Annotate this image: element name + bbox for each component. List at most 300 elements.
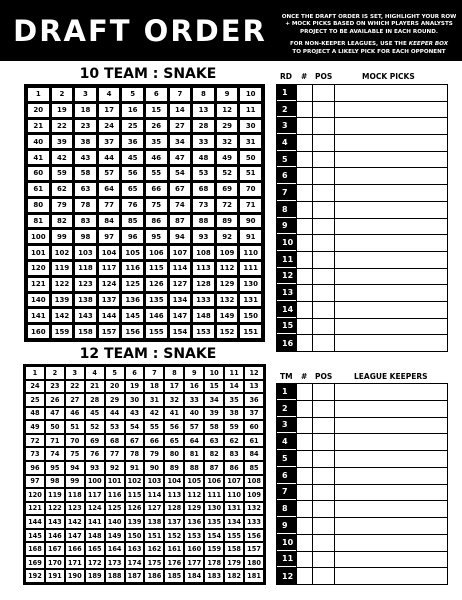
mock-pick-number-cell[interactable]: [296, 202, 312, 218]
snake10-pick-cell[interactable]: 31: [240, 135, 261, 148]
snake12-pick-cell[interactable]: 103: [145, 476, 163, 488]
snake10-pick-cell[interactable]: 134: [170, 294, 191, 307]
snake10-pick-cell[interactable]: 141: [28, 309, 49, 322]
mock-name-cell[interactable]: [334, 152, 447, 168]
snake10-pick-cell[interactable]: 155: [146, 325, 167, 338]
snake12-pick-cell[interactable]: 54: [126, 421, 144, 433]
snake12-pick-cell[interactable]: 3: [66, 367, 84, 379]
snake12-pick-cell[interactable]: 164: [106, 543, 124, 555]
snake10-pick-cell[interactable]: 33: [193, 135, 214, 148]
snake12-pick-cell[interactable]: 37: [245, 408, 263, 420]
snake12-pick-cell[interactable]: 22: [66, 381, 84, 393]
snake10-pick-cell[interactable]: 4: [99, 88, 120, 101]
snake12-pick-cell[interactable]: 149: [106, 530, 124, 542]
snake12-pick-cell[interactable]: 137: [165, 516, 183, 528]
mock-pick-number-cell[interactable]: [296, 302, 312, 318]
snake10-pick-cell[interactable]: 132: [217, 294, 238, 307]
mock-name-cell[interactable]: [334, 319, 447, 335]
snake10-pick-cell[interactable]: 66: [146, 183, 167, 196]
snake12-pick-cell[interactable]: 64: [185, 435, 203, 447]
snake12-pick-cell[interactable]: 32: [165, 394, 183, 406]
mock-position-cell[interactable]: [312, 235, 334, 251]
snake10-pick-cell[interactable]: 16: [122, 104, 143, 117]
mock-name-cell[interactable]: [334, 85, 447, 101]
snake12-pick-cell[interactable]: 45: [86, 408, 104, 420]
keeper-position-cell[interactable]: [312, 485, 334, 501]
snake10-pick-cell[interactable]: 44: [99, 151, 120, 164]
mock-pick-number-cell[interactable]: [296, 269, 312, 285]
snake12-pick-cell[interactable]: 71: [46, 435, 64, 447]
snake12-pick-cell[interactable]: 100: [86, 476, 104, 488]
snake12-pick-cell[interactable]: 173: [106, 557, 124, 569]
snake12-pick-cell[interactable]: 184: [185, 570, 203, 582]
snake12-pick-cell[interactable]: 20: [106, 381, 124, 393]
snake10-pick-cell[interactable]: 60: [28, 167, 49, 180]
snake12-pick-cell[interactable]: 6: [126, 367, 144, 379]
snake12-pick-cell[interactable]: 181: [245, 570, 263, 582]
keeper-name-cell[interactable]: [334, 518, 447, 534]
snake12-pick-cell[interactable]: 109: [245, 489, 263, 501]
snake12-pick-cell[interactable]: 187: [126, 570, 144, 582]
snake10-pick-cell[interactable]: 53: [193, 167, 214, 180]
snake12-pick-cell[interactable]: 53: [106, 421, 124, 433]
snake12-pick-cell[interactable]: 145: [26, 530, 44, 542]
snake12-pick-cell[interactable]: 74: [46, 448, 64, 460]
mock-position-cell[interactable]: [312, 202, 334, 218]
snake10-pick-cell[interactable]: 55: [146, 167, 167, 180]
mock-pick-number-cell[interactable]: [296, 219, 312, 235]
snake10-pick-cell[interactable]: 70: [240, 183, 261, 196]
snake12-pick-cell[interactable]: 174: [126, 557, 144, 569]
snake12-pick-cell[interactable]: 16: [185, 381, 203, 393]
snake12-pick-cell[interactable]: 62: [225, 435, 243, 447]
snake12-pick-cell[interactable]: 112: [185, 489, 203, 501]
snake12-pick-cell[interactable]: 42: [145, 408, 163, 420]
snake12-pick-cell[interactable]: 113: [165, 489, 183, 501]
snake10-pick-cell[interactable]: 143: [75, 309, 96, 322]
snake10-pick-cell[interactable]: 130: [240, 278, 261, 291]
snake10-pick-cell[interactable]: 123: [75, 278, 96, 291]
snake10-pick-cell[interactable]: 139: [52, 294, 73, 307]
snake10-pick-cell[interactable]: 15: [146, 104, 167, 117]
snake10-pick-cell[interactable]: 137: [99, 294, 120, 307]
snake10-pick-cell[interactable]: 30: [240, 120, 261, 133]
snake12-pick-cell[interactable]: 180: [245, 557, 263, 569]
mock-pick-number-cell[interactable]: [296, 135, 312, 151]
snake12-pick-cell[interactable]: 132: [245, 503, 263, 515]
snake10-pick-cell[interactable]: 36: [122, 135, 143, 148]
snake12-pick-cell[interactable]: 85: [245, 462, 263, 474]
snake12-pick-cell[interactable]: 151: [145, 530, 163, 542]
snake12-pick-cell[interactable]: 31: [145, 394, 163, 406]
snake12-pick-cell[interactable]: 178: [205, 557, 223, 569]
snake10-pick-cell[interactable]: 93: [193, 230, 214, 243]
keeper-name-cell[interactable]: [334, 568, 447, 584]
snake10-pick-cell[interactable]: 42: [52, 151, 73, 164]
mock-name-cell[interactable]: [334, 269, 447, 285]
snake12-pick-cell[interactable]: 104: [165, 476, 183, 488]
snake10-pick-cell[interactable]: 29: [217, 120, 238, 133]
snake10-pick-cell[interactable]: 1: [28, 88, 49, 101]
snake12-pick-cell[interactable]: 111: [205, 489, 223, 501]
keeper-pick-number-cell[interactable]: [296, 501, 312, 517]
snake10-pick-cell[interactable]: 17: [99, 104, 120, 117]
keeper-pick-number-cell[interactable]: [296, 384, 312, 400]
snake12-pick-cell[interactable]: 183: [205, 570, 223, 582]
snake10-pick-cell[interactable]: 158: [75, 325, 96, 338]
keeper-pick-number-cell[interactable]: [296, 401, 312, 417]
mock-position-cell[interactable]: [312, 319, 334, 335]
snake10-pick-cell[interactable]: 41: [28, 151, 49, 164]
snake10-pick-cell[interactable]: 121: [28, 278, 49, 291]
snake10-pick-cell[interactable]: 107: [170, 246, 191, 259]
snake12-pick-cell[interactable]: 78: [126, 448, 144, 460]
snake12-pick-cell[interactable]: 43: [126, 408, 144, 420]
snake10-pick-cell[interactable]: 32: [217, 135, 238, 148]
snake10-pick-cell[interactable]: 136: [122, 294, 143, 307]
mock-name-cell[interactable]: [334, 202, 447, 218]
snake12-pick-cell[interactable]: 24: [26, 381, 44, 393]
snake10-pick-cell[interactable]: 116: [122, 262, 143, 275]
mock-name-cell[interactable]: [334, 118, 447, 134]
snake10-pick-cell[interactable]: 37: [99, 135, 120, 148]
snake10-pick-cell[interactable]: 147: [170, 309, 191, 322]
snake12-pick-cell[interactable]: 90: [145, 462, 163, 474]
mock-position-cell[interactable]: [312, 168, 334, 184]
snake10-pick-cell[interactable]: 34: [170, 135, 191, 148]
keeper-name-cell[interactable]: [334, 451, 447, 467]
snake10-pick-cell[interactable]: 57: [99, 167, 120, 180]
mock-name-cell[interactable]: [334, 302, 447, 318]
snake12-pick-cell[interactable]: 39: [205, 408, 223, 420]
snake12-pick-cell[interactable]: 52: [86, 421, 104, 433]
snake12-pick-cell[interactable]: 101: [106, 476, 124, 488]
mock-pick-number-cell[interactable]: [296, 102, 312, 118]
snake10-pick-cell[interactable]: 79: [52, 199, 73, 212]
keeper-position-cell[interactable]: [312, 568, 334, 584]
keeper-position-cell[interactable]: [312, 418, 334, 434]
snake10-pick-cell[interactable]: 92: [217, 230, 238, 243]
snake10-pick-cell[interactable]: 74: [170, 199, 191, 212]
snake12-pick-cell[interactable]: 86: [225, 462, 243, 474]
snake12-pick-cell[interactable]: 21: [86, 381, 104, 393]
snake12-pick-cell[interactable]: 50: [46, 421, 64, 433]
snake12-pick-cell[interactable]: 161: [165, 543, 183, 555]
snake10-pick-cell[interactable]: 142: [52, 309, 73, 322]
snake12-pick-cell[interactable]: 66: [145, 435, 163, 447]
snake12-pick-cell[interactable]: 157: [245, 543, 263, 555]
snake12-pick-cell[interactable]: 156: [245, 530, 263, 542]
mock-pick-number-cell[interactable]: [296, 118, 312, 134]
snake10-pick-cell[interactable]: 146: [146, 309, 167, 322]
snake12-pick-cell[interactable]: 146: [46, 530, 64, 542]
snake12-pick-cell[interactable]: 107: [225, 476, 243, 488]
snake10-pick-cell[interactable]: 152: [217, 325, 238, 338]
mock-name-cell[interactable]: [334, 185, 447, 201]
snake10-pick-cell[interactable]: 72: [217, 199, 238, 212]
mock-position-cell[interactable]: [312, 302, 334, 318]
keeper-position-cell[interactable]: [312, 468, 334, 484]
snake12-pick-cell[interactable]: 65: [165, 435, 183, 447]
snake10-pick-cell[interactable]: 59: [52, 167, 73, 180]
snake12-pick-cell[interactable]: 171: [66, 557, 84, 569]
snake10-pick-cell[interactable]: 58: [75, 167, 96, 180]
snake10-pick-cell[interactable]: 108: [193, 246, 214, 259]
snake12-pick-cell[interactable]: 12: [245, 367, 263, 379]
snake12-pick-cell[interactable]: 172: [86, 557, 104, 569]
snake10-pick-cell[interactable]: 95: [146, 230, 167, 243]
snake10-pick-cell[interactable]: 112: [217, 262, 238, 275]
mock-position-cell[interactable]: [312, 269, 334, 285]
snake10-pick-cell[interactable]: 77: [99, 199, 120, 212]
snake12-pick-cell[interactable]: 129: [185, 503, 203, 515]
keeper-name-cell[interactable]: [334, 384, 447, 400]
snake12-pick-cell[interactable]: 131: [225, 503, 243, 515]
mock-name-cell[interactable]: [334, 285, 447, 301]
snake10-pick-cell[interactable]: 144: [99, 309, 120, 322]
snake12-pick-cell[interactable]: 143: [46, 516, 64, 528]
snake12-pick-cell[interactable]: 105: [185, 476, 203, 488]
snake10-pick-cell[interactable]: 47: [170, 151, 191, 164]
keeper-pick-number-cell[interactable]: [296, 451, 312, 467]
snake10-pick-cell[interactable]: 129: [217, 278, 238, 291]
snake10-pick-cell[interactable]: 133: [193, 294, 214, 307]
mock-position-cell[interactable]: [312, 118, 334, 134]
snake12-pick-cell[interactable]: 185: [165, 570, 183, 582]
snake10-pick-cell[interactable]: 7: [170, 88, 191, 101]
keeper-position-cell[interactable]: [312, 552, 334, 568]
snake10-pick-cell[interactable]: 61: [28, 183, 49, 196]
snake12-pick-cell[interactable]: 60: [245, 421, 263, 433]
snake12-pick-cell[interactable]: 76: [86, 448, 104, 460]
snake12-pick-cell[interactable]: 87: [205, 462, 223, 474]
keeper-name-cell[interactable]: [334, 401, 447, 417]
keeper-position-cell[interactable]: [312, 434, 334, 450]
snake12-pick-cell[interactable]: 153: [185, 530, 203, 542]
snake12-pick-cell[interactable]: 36: [245, 394, 263, 406]
keeper-name-cell[interactable]: [334, 552, 447, 568]
snake12-pick-cell[interactable]: 150: [126, 530, 144, 542]
keeper-name-cell[interactable]: [334, 468, 447, 484]
mock-name-cell[interactable]: [334, 235, 447, 251]
snake12-pick-cell[interactable]: 8: [165, 367, 183, 379]
snake12-pick-cell[interactable]: 2: [46, 367, 64, 379]
snake10-pick-cell[interactable]: 101: [28, 246, 49, 259]
snake12-pick-cell[interactable]: 99: [66, 476, 84, 488]
snake12-pick-cell[interactable]: 58: [205, 421, 223, 433]
keeper-pick-number-cell[interactable]: [296, 552, 312, 568]
snake10-pick-cell[interactable]: 76: [122, 199, 143, 212]
snake10-pick-cell[interactable]: 159: [52, 325, 73, 338]
snake10-pick-cell[interactable]: 71: [240, 199, 261, 212]
snake12-pick-cell[interactable]: 48: [26, 408, 44, 420]
mock-position-cell[interactable]: [312, 135, 334, 151]
snake12-pick-cell[interactable]: 117: [86, 489, 104, 501]
snake12-pick-cell[interactable]: 28: [86, 394, 104, 406]
snake10-pick-cell[interactable]: 98: [75, 230, 96, 243]
keeper-position-cell[interactable]: [312, 401, 334, 417]
snake12-pick-cell[interactable]: 138: [145, 516, 163, 528]
keeper-position-cell[interactable]: [312, 384, 334, 400]
snake10-pick-cell[interactable]: 105: [122, 246, 143, 259]
snake10-pick-cell[interactable]: 54: [170, 167, 191, 180]
snake10-pick-cell[interactable]: 135: [146, 294, 167, 307]
snake10-pick-cell[interactable]: 127: [170, 278, 191, 291]
snake12-pick-cell[interactable]: 57: [185, 421, 203, 433]
snake12-pick-cell[interactable]: 140: [106, 516, 124, 528]
snake10-pick-cell[interactable]: 122: [52, 278, 73, 291]
snake10-pick-cell[interactable]: 88: [193, 215, 214, 228]
snake10-pick-cell[interactable]: 94: [170, 230, 191, 243]
snake10-pick-cell[interactable]: 154: [170, 325, 191, 338]
snake12-pick-cell[interactable]: 82: [205, 448, 223, 460]
snake10-pick-cell[interactable]: 109: [217, 246, 238, 259]
snake12-pick-cell[interactable]: 77: [106, 448, 124, 460]
snake12-pick-cell[interactable]: 11: [225, 367, 243, 379]
snake12-pick-cell[interactable]: 120: [26, 489, 44, 501]
snake10-pick-cell[interactable]: 2: [52, 88, 73, 101]
snake12-pick-cell[interactable]: 123: [66, 503, 84, 515]
snake12-pick-cell[interactable]: 94: [66, 462, 84, 474]
snake10-pick-cell[interactable]: 78: [75, 199, 96, 212]
snake12-pick-cell[interactable]: 170: [46, 557, 64, 569]
snake12-pick-cell[interactable]: 152: [165, 530, 183, 542]
mock-pick-number-cell[interactable]: [296, 185, 312, 201]
snake12-pick-cell[interactable]: 63: [205, 435, 223, 447]
snake10-pick-cell[interactable]: 48: [193, 151, 214, 164]
snake10-pick-cell[interactable]: 149: [217, 309, 238, 322]
snake12-pick-cell[interactable]: 147: [66, 530, 84, 542]
keeper-name-cell[interactable]: [334, 434, 447, 450]
snake10-pick-cell[interactable]: 39: [52, 135, 73, 148]
mock-pick-number-cell[interactable]: [296, 85, 312, 101]
snake12-pick-cell[interactable]: 40: [185, 408, 203, 420]
snake12-pick-cell[interactable]: 106: [205, 476, 223, 488]
snake12-pick-cell[interactable]: 155: [225, 530, 243, 542]
snake10-pick-cell[interactable]: 125: [122, 278, 143, 291]
snake10-pick-cell[interactable]: 50: [240, 151, 261, 164]
snake10-pick-cell[interactable]: 148: [193, 309, 214, 322]
mock-position-cell[interactable]: [312, 85, 334, 101]
snake12-pick-cell[interactable]: 128: [165, 503, 183, 515]
snake12-pick-cell[interactable]: 89: [165, 462, 183, 474]
snake10-pick-cell[interactable]: 75: [146, 199, 167, 212]
snake12-pick-cell[interactable]: 14: [225, 381, 243, 393]
snake12-pick-cell[interactable]: 162: [145, 543, 163, 555]
snake12-pick-cell[interactable]: 4: [86, 367, 104, 379]
snake10-pick-cell[interactable]: 64: [99, 183, 120, 196]
snake10-pick-cell[interactable]: 52: [217, 167, 238, 180]
snake12-pick-cell[interactable]: 56: [165, 421, 183, 433]
snake12-pick-cell[interactable]: 55: [145, 421, 163, 433]
snake12-pick-cell[interactable]: 119: [46, 489, 64, 501]
snake12-pick-cell[interactable]: 134: [225, 516, 243, 528]
snake10-pick-cell[interactable]: 120: [28, 262, 49, 275]
snake12-pick-cell[interactable]: 75: [66, 448, 84, 460]
keeper-name-cell[interactable]: [334, 501, 447, 517]
snake12-pick-cell[interactable]: 102: [126, 476, 144, 488]
snake12-pick-cell[interactable]: 130: [205, 503, 223, 515]
snake12-pick-cell[interactable]: 80: [165, 448, 183, 460]
keeper-position-cell[interactable]: [312, 535, 334, 551]
snake10-pick-cell[interactable]: 19: [52, 104, 73, 117]
snake10-pick-cell[interactable]: 12: [217, 104, 238, 117]
keeper-position-cell[interactable]: [312, 451, 334, 467]
snake12-pick-cell[interactable]: 135: [205, 516, 223, 528]
snake10-pick-cell[interactable]: 89: [217, 215, 238, 228]
snake10-pick-cell[interactable]: 85: [122, 215, 143, 228]
snake12-pick-cell[interactable]: 188: [106, 570, 124, 582]
keeper-name-cell[interactable]: [334, 485, 447, 501]
snake12-pick-cell[interactable]: 191: [46, 570, 64, 582]
snake10-pick-cell[interactable]: 23: [75, 120, 96, 133]
mock-name-cell[interactable]: [334, 135, 447, 151]
snake12-pick-cell[interactable]: 44: [106, 408, 124, 420]
keeper-pick-number-cell[interactable]: [296, 418, 312, 434]
snake10-pick-cell[interactable]: 3: [75, 88, 96, 101]
snake12-pick-cell[interactable]: 116: [106, 489, 124, 501]
snake12-pick-cell[interactable]: 73: [26, 448, 44, 460]
snake12-pick-cell[interactable]: 98: [46, 476, 64, 488]
snake10-pick-cell[interactable]: 118: [75, 262, 96, 275]
snake12-pick-cell[interactable]: 176: [165, 557, 183, 569]
mock-position-cell[interactable]: [312, 219, 334, 235]
snake12-pick-cell[interactable]: 70: [66, 435, 84, 447]
snake12-pick-cell[interactable]: 168: [26, 543, 44, 555]
snake12-pick-cell[interactable]: 115: [126, 489, 144, 501]
snake12-pick-cell[interactable]: 47: [46, 408, 64, 420]
snake10-pick-cell[interactable]: 28: [193, 120, 214, 133]
snake12-pick-cell[interactable]: 139: [126, 516, 144, 528]
mock-pick-number-cell[interactable]: [296, 168, 312, 184]
snake12-pick-cell[interactable]: 84: [245, 448, 263, 460]
keeper-pick-number-cell[interactable]: [296, 485, 312, 501]
snake10-pick-cell[interactable]: 81: [28, 215, 49, 228]
snake12-pick-cell[interactable]: 177: [185, 557, 203, 569]
snake10-pick-cell[interactable]: 114: [170, 262, 191, 275]
snake12-pick-cell[interactable]: 127: [145, 503, 163, 515]
snake10-pick-cell[interactable]: 90: [240, 215, 261, 228]
mock-pick-number-cell[interactable]: [296, 335, 312, 351]
snake10-pick-cell[interactable]: 106: [146, 246, 167, 259]
snake10-pick-cell[interactable]: 24: [99, 120, 120, 133]
snake12-pick-cell[interactable]: 142: [66, 516, 84, 528]
snake12-pick-cell[interactable]: 108: [245, 476, 263, 488]
snake12-pick-cell[interactable]: 144: [26, 516, 44, 528]
mock-pick-number-cell[interactable]: [296, 285, 312, 301]
snake12-pick-cell[interactable]: 46: [66, 408, 84, 420]
snake10-pick-cell[interactable]: 84: [99, 215, 120, 228]
mock-name-cell[interactable]: [334, 168, 447, 184]
snake10-pick-cell[interactable]: 91: [240, 230, 261, 243]
keeper-pick-number-cell[interactable]: [296, 568, 312, 584]
snake10-pick-cell[interactable]: 115: [146, 262, 167, 275]
snake12-pick-cell[interactable]: 110: [225, 489, 243, 501]
snake10-pick-cell[interactable]: 83: [75, 215, 96, 228]
snake12-pick-cell[interactable]: 154: [205, 530, 223, 542]
mock-position-cell[interactable]: [312, 152, 334, 168]
snake10-pick-cell[interactable]: 117: [99, 262, 120, 275]
snake10-pick-cell[interactable]: 51: [240, 167, 261, 180]
snake12-pick-cell[interactable]: 136: [185, 516, 203, 528]
snake12-pick-cell[interactable]: 182: [225, 570, 243, 582]
mock-pick-number-cell[interactable]: [296, 252, 312, 268]
snake12-pick-cell[interactable]: 189: [86, 570, 104, 582]
keeper-pick-number-cell[interactable]: [296, 434, 312, 450]
snake10-pick-cell[interactable]: 21: [28, 120, 49, 133]
snake12-pick-cell[interactable]: 179: [225, 557, 243, 569]
snake10-pick-cell[interactable]: 69: [217, 183, 238, 196]
